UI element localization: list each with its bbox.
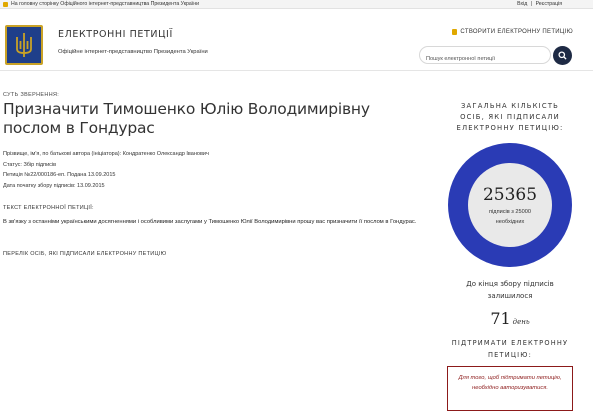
create-petition-label: СТВОРИТИ ЕЛЕКТРОННУ ПЕТИЦІЮ (460, 29, 573, 35)
search-icon (558, 51, 567, 60)
support-petition-label: ПІДТРИМАТИ ЕЛЕКТРОННУ ПЕТИЦІЮ: (451, 339, 569, 359)
site-title[interactable]: ЕЛЕКТРОННІ ПЕТИЦІЇ (58, 29, 173, 40)
petition-status: Статус: Збір підписів (3, 161, 57, 168)
auth-separator: | (530, 1, 533, 7)
petition-text: В зв'язку з останніми українськими досягненнями і особливими заслугами у Тимошенко Юлії Володимирівни прошу вас призначити її послом в Гондурас. (3, 219, 417, 225)
search-box (419, 46, 551, 64)
trident-emblem-icon[interactable] (5, 25, 43, 65)
petition-title: Призначити Тимошенко Юлію Володимирівну послом в Гондурас (3, 100, 370, 137)
petition-start-date: Дата початку збору підписів: 13.09.2015 (3, 182, 105, 189)
total-signatures-label: ЗАГАЛЬНА КІЛЬКІСТЬ ОСІБ, ЯКІ ПІДПИСАЛИ ЕЛЕКТРОННУ ПЕТИЦІЮ: (456, 102, 564, 132)
petition-number-date: Петиція №22/000186-еп. Подана 13.09.2015 (3, 172, 116, 178)
petition-status-label: СУТЬ ЗВЕРНЕННЯ: (3, 92, 60, 98)
time-left-label: До кінця збору підписів залишилося (466, 280, 554, 300)
search-input[interactable] (426, 51, 546, 67)
home-icon (3, 2, 8, 7)
home-link-label: На головну сторінку Офіційного інтернет-представництва Президента України (11, 1, 199, 7)
trident-emblem-svg (13, 31, 35, 59)
petition-meta (3, 149, 209, 191)
site-header (0, 9, 593, 71)
search-button[interactable] (553, 46, 572, 65)
signature-required-line2: необхідних (495, 218, 525, 225)
create-petition-link[interactable] (452, 29, 573, 35)
days-left (447, 309, 573, 329)
document-icon (452, 29, 457, 35)
login-link[interactable]: Вхід (517, 1, 528, 7)
petition-text-label: ТЕКСТ ЕЛЕКТРОННОЇ ПЕТИЦІЇ: (3, 205, 94, 211)
days-left-unit: день (512, 318, 530, 326)
signature-required-line1: підписів з 25000 (489, 209, 531, 215)
signature-required (468, 208, 552, 227)
login-required-text[interactable]: Для того, щоб підтримати петицію, необхідно авторизуватися. (458, 375, 562, 391)
petition-author: Прізвище, ім'я, по батькові автора (ініціатора): Кондратенко Олександр Іванович (3, 151, 209, 157)
days-left-number: 71 (490, 309, 511, 328)
signature-counter-circle (468, 163, 552, 247)
top-utility-bar (0, 0, 593, 9)
auth-links (515, 1, 562, 7)
login-required-notice (447, 366, 573, 411)
site-subtitle: Офіційне інтернет-представництво Президента України (58, 49, 208, 55)
signers-list-link[interactable]: ПЕРЕЛІК ОСІБ, ЯКІ ПІДПИСАЛИ ЕЛЕКТРОННУ ПЕТИЦІЮ (3, 251, 167, 257)
register-link[interactable]: Реєстрація (535, 1, 562, 7)
signature-count: 25365 (482, 185, 538, 205)
home-link[interactable] (3, 1, 199, 7)
